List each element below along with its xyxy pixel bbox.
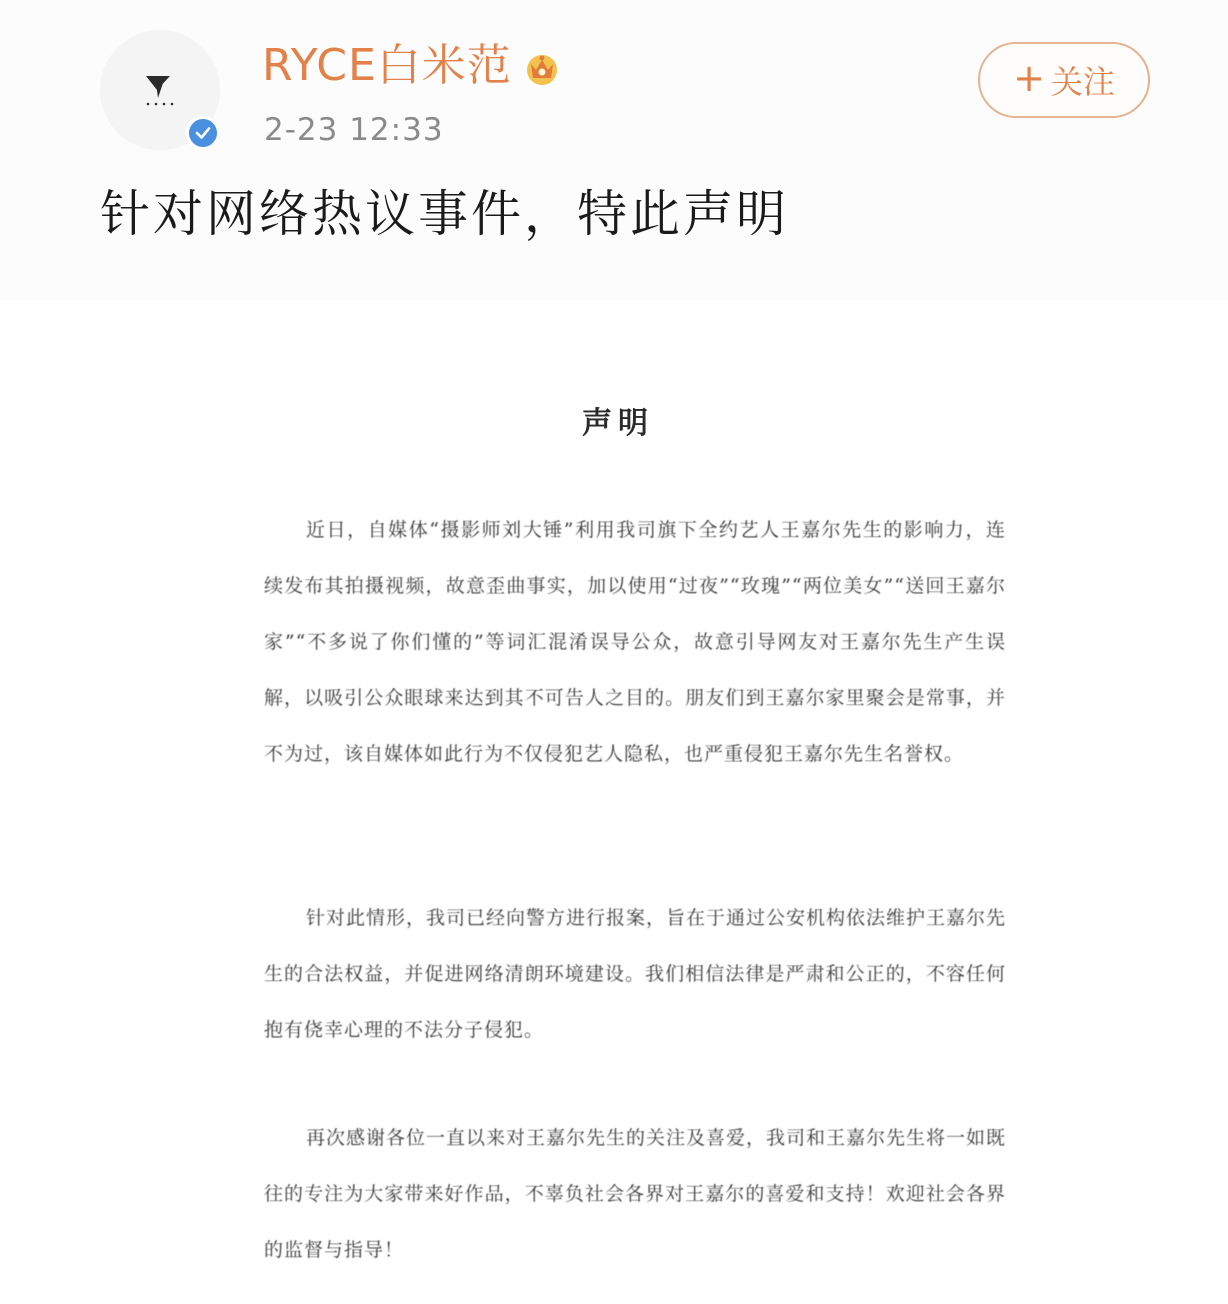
- follow-button[interactable]: [978, 42, 1150, 118]
- post-timestamp: 2-23 12:33: [264, 112, 444, 148]
- statement-title: 声明: [582, 406, 654, 441]
- username[interactable]: [262, 38, 562, 94]
- follow-label: 关注: [1050, 63, 1115, 101]
- vip-crown-badge-icon: [522, 46, 562, 86]
- verified-check-icon: [186, 116, 220, 150]
- statement-paragraph: 再次感谢各位一直以来对王嘉尔先生的关注及喜爱，我司和王嘉尔先生将一如既往的专注为大家带来好作品，不辜负社会各界对王嘉尔的喜爱和支持！欢迎社会各界的监督与指导！: [264, 1127, 1007, 1261]
- statement-paragraph: 近日，自媒体“摄影师刘大锤”利用我司旗下全约艺人王嘉尔先生的影响力，连续发布其拍摄视频，故意歪曲事实，加以使用“过夜”“玫瑰”“两位美女”“送回王嘉尔家”“不多说了你们懂的”等词汇混淆误导公众，故意引导网友对王嘉尔先生产生误解，以吸引公众眼球来达到其不可告人之目的。朋友们到王嘉尔家里聚会是常事，并不为过，该自媒体如此行为不仅侵犯艺人隐私，也严重侵犯王嘉尔先生名誉权。: [264, 519, 1006, 765]
- statement-paragraph: 针对此情形，我司已经向警方进行报案，旨在于通过公安机构依法维护王嘉尔先生的合法权益，并促进网络清朗环境建设。我们相信法律是严肃和公正的，不容任何抱有侥幸心理的不法分子侵犯。: [264, 907, 1007, 1041]
- username-text[interactable]: RYCE白米范: [262, 40, 512, 91]
- plus-icon: +: [1013, 56, 1045, 100]
- ryce-logo-icon: [140, 70, 180, 110]
- statement-image[interactable]: [0, 300, 1228, 1304]
- post-text: 针对网络热议事件，特此声明: [100, 185, 789, 243]
